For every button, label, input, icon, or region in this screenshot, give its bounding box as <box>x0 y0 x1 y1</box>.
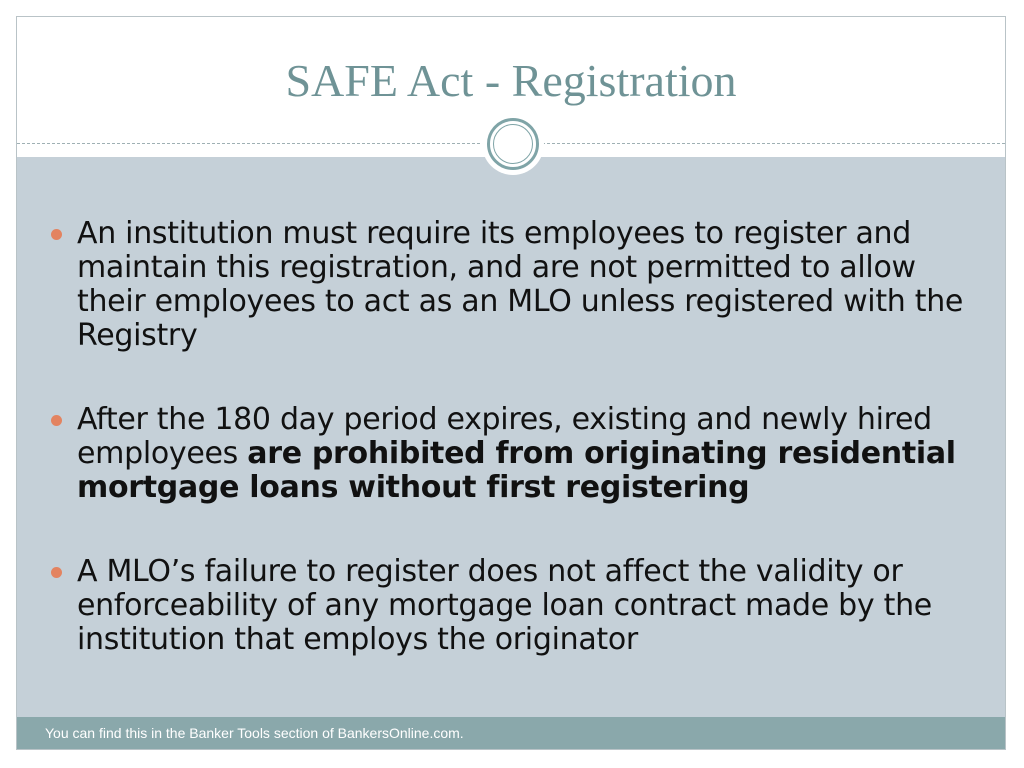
bullet-dot-icon <box>51 415 62 426</box>
bullet-bold-text: are prohibited from originating residential mortgage loans without first registering <box>77 436 956 505</box>
footer-bar <box>17 717 1005 749</box>
bullet-dot-icon <box>51 567 62 578</box>
bullet-item <box>47 217 977 353</box>
slide-frame <box>16 16 1006 750</box>
bullet-text: After the 180 day period expires, existing and newly hired employees <box>77 402 932 471</box>
bullet-text: An institution must require its employees to register and maintain this registration, and are not permitted to allow their employees to act as an MLO unless registered with the Registry <box>77 216 964 353</box>
bullet-text: A MLO’s failure to register does not affect the validity or enforceability of any mortgage loan contract made by the institution that employs the originator <box>77 554 932 657</box>
footer-text: You can find this in the Banker Tools section of BankersOnline.com. <box>45 725 464 741</box>
divider-inner-ring-icon <box>493 124 533 164</box>
bullet-dot-icon <box>51 229 62 240</box>
bullet-item <box>47 403 977 505</box>
slide-title: SAFE Act - Registration <box>285 55 737 106</box>
content-panel <box>17 157 1005 717</box>
bullet-list <box>47 217 977 657</box>
bullet-item <box>47 555 977 657</box>
